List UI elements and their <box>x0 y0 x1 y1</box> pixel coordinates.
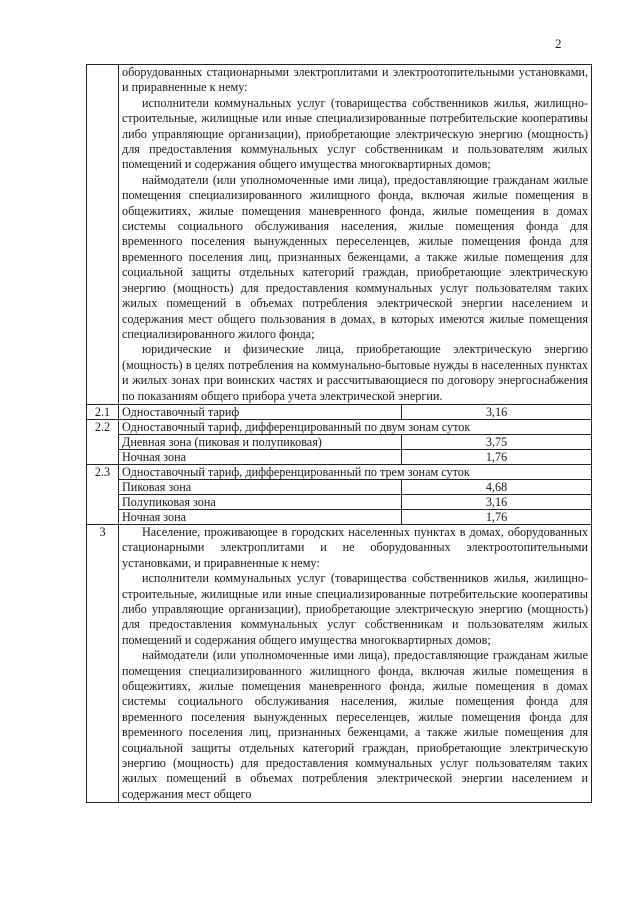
paragraph: исполнители коммунальных услуг (товарищества собственников жилья, жилищно-строительные, жилищные или иные специализированные потребительские кооперативы либо управляющие организации), приобретающие электрическую энергию (мощность) для предоставления коммунальных услуг собственникам и пользователям жилых помещений и содержания общего имущества многоквартирных домов; <box>122 95 588 172</box>
table-row-zone <box>87 509 592 524</box>
zone-value: 1,76 <box>402 449 592 464</box>
paragraph: наймодатели (или уполномоченные ими лица), предоставляющие гражданам жилые помещения специализированного жилищного фонда, включая жилые помещения в общежитиях, жилые помещения маневренного фонда, жилые помещения в домах системы социального обслуживания населения, жилые помещения фонда для временного поселения вынужденных переселенцев, жилые помещения фонда для временного поселения лиц, признанных беженцами, а также жилые помещения для социальной защиты отдельных категорий граждан, приобретающие электрическую энергию (мощность) для предоставления коммунальных услуг пользователям таких жилых помещений в объемах потребления электрической энергии населением и содержания мест общего пользования в домах, в которых имеются жилые помещения специализированного жилого фонда; <box>122 172 588 341</box>
zone-label: Дневная зона (пиковая и полупиковая) <box>119 434 402 449</box>
row-number: 2.2 <box>87 419 119 464</box>
paragraph: исполнители коммунальных услуг (товарищества собственников жилья, жилищно-строительные, жилищные или иные специализированные потребительские кооперативы либо управляющие организации), приобретающие электрическую энергию (мощность) для предоставления коммунальных услуг собственникам и пользователям жилых помещений и содержания общего имущества многоквартирных домов; <box>122 571 588 647</box>
zone-label: Полупиковая зона <box>119 494 402 509</box>
table-row-2-2 <box>87 419 592 434</box>
paragraph: Население, проживающее в городских населенных пунктах в домах, оборудованных стационарными электроплитами и не оборудованных электроотопительными установками, и приравненные к нему: <box>122 524 588 570</box>
table-row-zone <box>87 449 592 464</box>
table-row-zone <box>87 434 592 449</box>
tariff-table <box>86 64 592 803</box>
row-description <box>119 524 592 802</box>
table-row-3 <box>87 524 592 802</box>
table-row-2-continuation <box>87 65 592 405</box>
zone-label: Ночная зона <box>119 449 402 464</box>
row-number: 2.3 <box>87 464 119 524</box>
tariff-value: 3,16 <box>402 404 592 419</box>
row-number: 3 <box>87 524 119 802</box>
tariff-label: Одноставочный тариф, дифференцированный по трем зонам суток <box>119 464 592 479</box>
zone-value: 1,76 <box>402 509 592 524</box>
paragraph: оборудованных стационарными электроплитами и электроотопительными установками, и приравненные к нему: <box>122 65 588 95</box>
zone-value: 4,68 <box>402 479 592 494</box>
zone-label: Ночная зона <box>119 509 402 524</box>
row-number: 2.1 <box>87 404 119 419</box>
row-number <box>87 65 119 405</box>
zone-value: 3,16 <box>402 494 592 509</box>
page-number: 2 <box>555 36 562 51</box>
table-row-2-1 <box>87 404 592 419</box>
row-description <box>119 65 592 405</box>
zone-label: Пиковая зона <box>119 479 402 494</box>
table-row-zone <box>87 479 592 494</box>
paragraph: юридические и физические лица, приобретающие электрическую энергию (мощность) в целях потребления на коммунально-бытовые нужды в населенных пунктах и жилых зонах при воинских частях и рассчитывающиеся по договору энергоснабжения по показаниям общего прибора учета электрической энергии. <box>122 342 588 403</box>
table-row-zone <box>87 494 592 509</box>
tariff-label: Одноставочный тариф <box>119 404 402 419</box>
paragraph: наймодатели (или уполномоченные ими лица), предоставляющие гражданам жилые помещения специализированного жилищного фонда, включая жилые помещения в общежитиях, жилые помещения маневренного фонда, жилые помещения в домах системы социального обслуживания населения, жилые помещения фонда для временного поселения вынужденных переселенцев, жилые помещения фонда для временного поселения лиц, признанных беженцами, а также жилые помещения для социальной защиты отдельных категорий граждан, приобретающие электрическую энергию (мощность) для предоставления коммунальных услуг пользователям таких жилых помещений в объемах потребления электрической энергии населением и содержания мест общего <box>122 648 588 801</box>
table-row-2-3 <box>87 464 592 479</box>
zone-value: 3,75 <box>402 434 592 449</box>
tariff-label: Одноставочный тариф, дифференцированный по двум зонам суток <box>119 419 592 434</box>
